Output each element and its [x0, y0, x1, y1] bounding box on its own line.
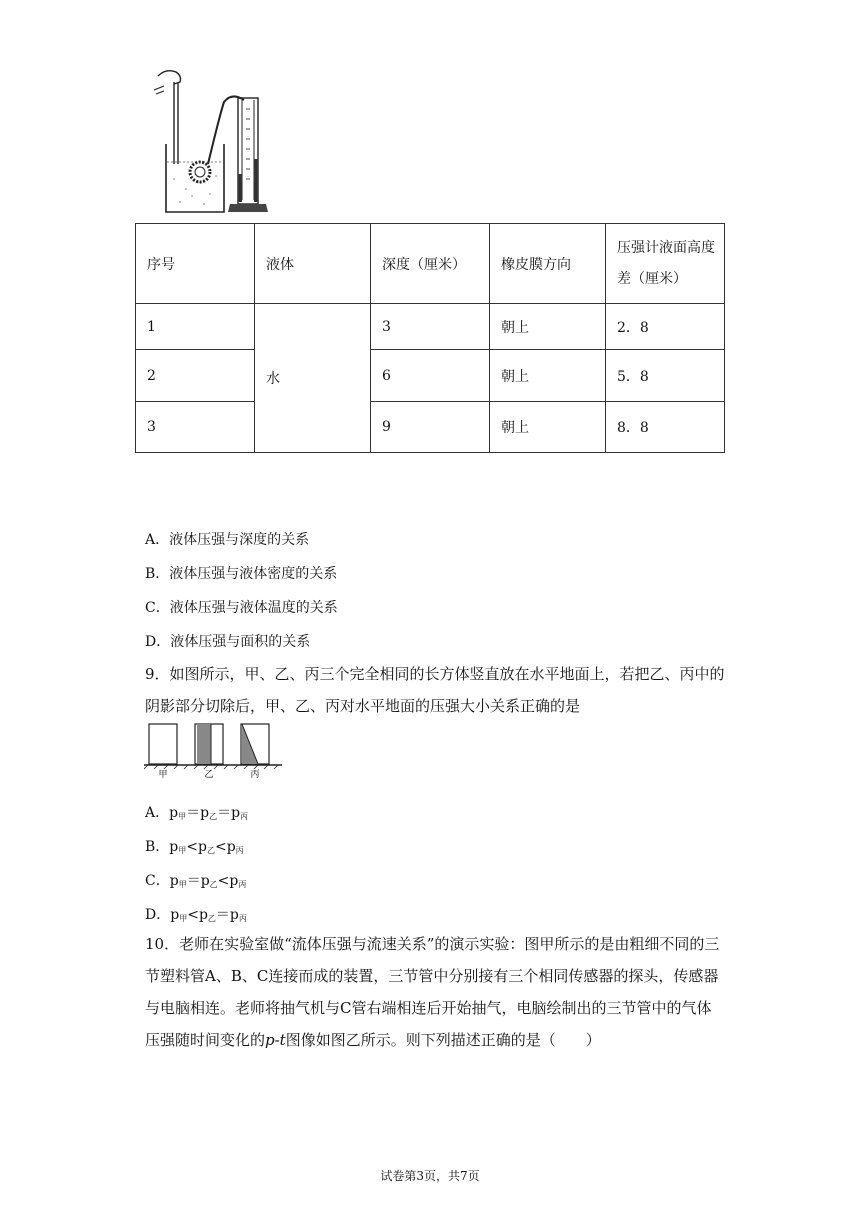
relation-symbol: < — [187, 907, 199, 923]
cell-direction: 朝上 — [490, 304, 606, 350]
q8-option-c: C．液体压强与液体温度的关系 — [145, 600, 338, 616]
option-letter: D． — [145, 907, 171, 923]
option-letter: A． — [145, 805, 170, 821]
subscript: 乙 — [206, 846, 215, 855]
cell-direction: 朝上 — [490, 402, 606, 453]
subscript: 乙 — [207, 914, 216, 923]
table-row — [136, 402, 725, 453]
q9-option-c — [145, 870, 246, 890]
header-height-diff-text: 压强计液面高度差（厘米） — [617, 239, 715, 287]
subscript: 乙 — [209, 880, 218, 889]
relation-symbol: < — [214, 839, 227, 855]
symbol-p: p — [169, 873, 179, 889]
q9-stem: 9．如图所示，甲、乙、丙三个完全相同的长方体竖直放在水平地面上，若把乙、丙中的阴影部分切除后，甲、乙、丙对水平地面的压强大小关系正确的是 — [145, 665, 725, 715]
subscript: 丙 — [240, 812, 249, 821]
header-liquid: 液体 — [255, 224, 371, 304]
cell-no: 1 — [136, 304, 255, 350]
cell-direction: 朝上 — [490, 350, 606, 402]
option-letter: B． — [145, 839, 170, 855]
cell-height-diff: 5．8 — [606, 350, 725, 402]
cell-liquid: 水 — [255, 304, 371, 453]
relation-symbol: < — [186, 839, 198, 855]
cell-depth: 9 — [371, 402, 490, 453]
subscript: 丙 — [235, 846, 244, 855]
table-row — [136, 350, 725, 402]
q8-option-b: B．液体压强与液体密度的关系 — [145, 566, 338, 582]
relation-symbol: ＝ — [186, 873, 201, 889]
relation-symbol: ＝ — [217, 805, 232, 821]
label-jia: 甲 — [158, 770, 168, 778]
subscript: 甲 — [178, 880, 187, 889]
q10-text-after: 图像如图乙所示。则下列描述正确的是（ ） — [285, 1031, 601, 1049]
symbol-p: p — [200, 873, 210, 889]
header-direction: 橡皮膜方向 — [490, 224, 606, 304]
q8-option-a: A．液体压强与深度的关系 — [145, 532, 310, 548]
symbol-p: p — [198, 839, 207, 855]
option-letter: C． — [145, 873, 170, 889]
symbol-p: p — [229, 907, 239, 923]
cell-depth: 6 — [371, 350, 490, 402]
header-no: 序号 — [136, 224, 255, 304]
q10-pt-italic: p-t — [265, 1031, 286, 1049]
subscript: 丙 — [238, 914, 247, 923]
cell-height-diff: 2．8 — [606, 304, 725, 350]
symbol-p: p — [169, 805, 179, 821]
page-footer: 试卷第3页，共7页 — [380, 1169, 480, 1183]
experiment-data-table — [135, 223, 725, 453]
table-header-row — [136, 224, 725, 304]
cell-height-diff: 8．8 — [606, 402, 725, 453]
q9-option-a — [145, 802, 248, 822]
symbol-p: p — [198, 907, 208, 923]
subscript: 甲 — [179, 914, 188, 923]
symbol-p: p — [200, 805, 210, 821]
cell-no: 2 — [136, 350, 255, 402]
cell-no: 3 — [136, 402, 255, 453]
cell-depth: 3 — [371, 304, 490, 350]
symbol-p: p — [169, 839, 179, 855]
label-yi: 乙 — [204, 770, 214, 778]
header-height-diff — [606, 224, 725, 304]
subscript: 甲 — [178, 812, 187, 821]
table-row — [136, 304, 725, 350]
q9-option-d — [145, 904, 247, 924]
relation-symbol: < — [217, 873, 230, 889]
q10-text-before: 10．老师在实验室做“流体压强与流速关系”的演示实验：图甲所示的是由粗细不同的三节塑料管A、B、C连接而成的装置，三节管中分别接有三个相同传感器的探头，传感器与电脑相连。老师将抽气机与C管右端相连后开始抽气，电脑绘制出的三节管中的气体压强随时间变化的 — [145, 935, 720, 1049]
relation-symbol: ＝ — [186, 805, 201, 821]
subscript: 甲 — [178, 846, 187, 855]
header-depth: 深度（厘米） — [371, 224, 490, 304]
symbol-p: p — [229, 873, 239, 889]
q9-cuboids-figure — [144, 722, 284, 778]
label-bing: 丙 — [250, 770, 260, 778]
q10-stem — [145, 928, 725, 1056]
q8-option-d: D．液体压强与面积的关系 — [145, 634, 311, 650]
q9-option-b — [145, 836, 244, 856]
pressure-gauge-figure — [152, 64, 270, 216]
symbol-p: p — [231, 805, 241, 821]
subscript: 丙 — [238, 880, 247, 889]
symbol-p: p — [226, 839, 236, 855]
subscript: 乙 — [209, 812, 218, 821]
symbol-p: p — [170, 907, 180, 923]
relation-symbol: ＝ — [215, 907, 230, 923]
